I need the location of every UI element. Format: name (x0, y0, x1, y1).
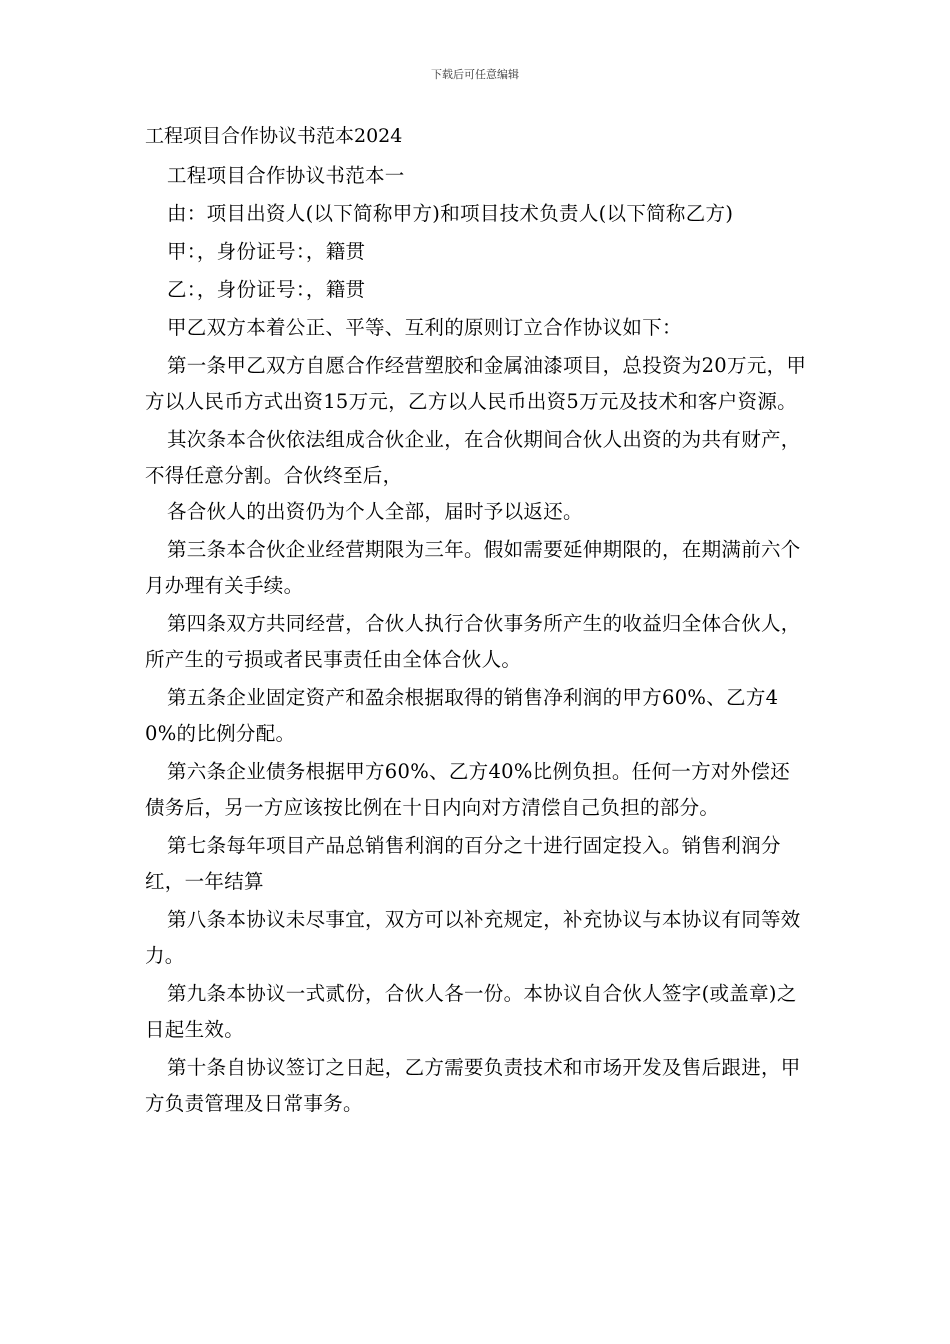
paragraph-article-2-cont: 各合伙人的出资仍为个人全部，届时予以返还。 (167, 500, 583, 523)
header-note: 下载后可任意编辑 (431, 68, 519, 81)
paragraph-article-7: 第七条每年项目产品总销售利润的百分之十进行固定投入。销售利润分红，一年结算 (145, 834, 781, 893)
paragraph-article-1: 第一条甲乙双方自愿合作经营塑胶和金属油漆项目，总投资为20万元，甲方以人民币方式出资15万元，乙方以人民币出资5万元及技术和客户资源。 (145, 354, 807, 413)
paragraph-preamble: 甲乙双方本着公正、平等、互利的原则订立合作协议如下： (167, 316, 682, 339)
paragraph-parties: 由：项目出资人(以下简称甲方)和项目技术负责人(以下简称乙方) (167, 202, 734, 225)
document-body (145, 158, 809, 1124)
paragraph-article-5: 第五条企业固定资产和盈余根据取得的销售净利润的甲方60%、乙方40%的比例分配。 (145, 686, 779, 745)
paragraph-article-6: 第六条企业债务根据甲方60%、乙方40%比例负担。任何一方对外偿还债务后，另一方应该按比例在十日内向对方清偿自己负担的部分。 (145, 760, 791, 819)
document-title: 工程项目合作协议书范本2024 (145, 125, 403, 147)
paragraph-party-b: 乙：，身份证号：，籍贯 (167, 278, 366, 301)
paragraph-article-2: 其次条本合伙依法组成合伙企业，在合伙期间合伙人出资的为共有财产，不得任意分割。合伙终至后， (145, 428, 801, 487)
paragraph-article-8: 第八条本协议未尽事宜，双方可以补充规定，补充协议与本协议有同等效力。 (145, 908, 801, 967)
paragraph-article-9: 第九条本协议一式贰份，合伙人各一份。本协议自合伙人签字(或盖章)之日起生效。 (145, 982, 797, 1041)
paragraph-article-3: 第三条本合伙企业经营期限为三年。假如需要延伸期限的，在期满前六个月办理有关手续。 (145, 538, 801, 597)
paragraph-party-a: 甲：，身份证号：，籍贯 (167, 240, 366, 263)
paragraph-article-4: 第四条双方共同经营，合伙人执行合伙事务所产生的收益归全体合伙人，所产生的亏损或者民事责任由全体合伙人。 (145, 612, 801, 671)
paragraph-article-10: 第十条自协议签订之日起，乙方需要负责技术和市场开发及售后跟进，甲方负责管理及日常事务。 (145, 1056, 801, 1115)
paragraph-subtitle: 工程项目合作协议书范本一 (167, 164, 405, 187)
